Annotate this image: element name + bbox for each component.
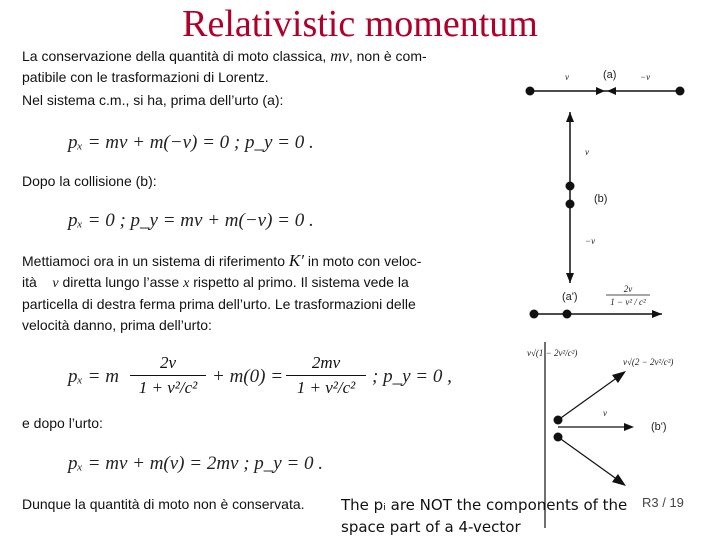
equation-after-collision: pₓ = 0 ; p_y = mv + m(−v) = 0 .: [68, 210, 314, 231]
kprime-text-c: ità: [22, 274, 37, 290]
diagram-b2-sqrt-right: v√(2 − 2v²/c²): [623, 357, 674, 367]
kprime-text-i: velocità danno, prima dell’urto:: [22, 317, 212, 333]
diagram-a-particle-right: [676, 87, 685, 96]
eq3-denominator-2: 1 + v²/c²: [296, 378, 356, 397]
arrow-icon: [607, 87, 616, 95]
paragraph-conclusion: Dunque la quantità di moto non è conservata.: [22, 496, 305, 512]
diagram-b-v-label: v: [585, 147, 589, 157]
arrow-icon: [652, 310, 662, 318]
diagram-a2-particle-rest: [563, 310, 572, 319]
kprime-text-a: Mettiamoci ora in un sistema di riferimento: [22, 253, 285, 269]
diagram-b-minus-v-label: −v: [585, 236, 596, 246]
eq3-numerator-2: 2mv: [311, 353, 341, 372]
arrow-down-icon: [566, 273, 574, 283]
diagram-b2-v-label: v: [603, 408, 607, 418]
kprime-text-b: in moto con veloc-: [307, 253, 422, 269]
diagram-b2-line-down: [558, 437, 618, 480]
diagram-b2-label: (b'): [651, 421, 667, 433]
arrow-up-icon: [566, 112, 574, 122]
paragraph-after: e dopo l’urto:: [22, 415, 103, 431]
intro-text-c: patibile con le trasformazioni di Lorentz.: [22, 69, 269, 85]
diagram-b2-sqrt-left: v√(1 − 2v²/c²): [527, 348, 578, 358]
eq3-mid: + m(0) =: [212, 366, 284, 387]
paragraph-cm: Nel sistema c.m., si ha, prima dell’urto (a):: [22, 92, 284, 108]
equation-after-kprime: pₓ = mv + m(v) = 2mv ; p_y = 0 .: [68, 453, 324, 474]
intro-text: La conservazione della quantità di moto classica,: [22, 48, 327, 64]
diagram-a-minus-v-label: −v: [640, 72, 651, 82]
eq3-numerator-1: 2v: [159, 353, 177, 372]
arrow-icon: [596, 87, 605, 95]
intro-text-b: , non è com-: [348, 48, 427, 64]
page-number: R3 / 19: [642, 495, 684, 510]
velocity-symbol: v: [52, 276, 59, 291]
kprime-text-g: rispetto al primo. Il sistema vede la: [193, 274, 409, 290]
paragraph-after-collision: Dopo la collisione (b):: [22, 173, 157, 189]
equation-before-collision: pₓ = mv + m(−v) = 0 ; p_y = 0 .: [68, 132, 314, 153]
arrow-icon: [612, 474, 626, 486]
eq3-denominator-1: 1 + v²/c²: [138, 378, 198, 397]
kprime-text-h: particella di destra ferma prima dell’urto. Le trasformazioni delle: [22, 296, 416, 312]
diagram-a-label: (a): [603, 69, 617, 81]
eq3-left: pₓ = m: [68, 366, 119, 387]
diagram-a2-label: (a'): [562, 291, 578, 303]
kprime-symbol: K′: [288, 251, 304, 270]
diagram-a2-particle-moving: [530, 310, 539, 319]
momentum-symbol: mv: [330, 48, 349, 65]
diagram-a2-frac-den: 1 − v² / c²: [610, 297, 646, 307]
diagram-b-particle-top: [566, 182, 575, 191]
diagram-b-label: (b): [594, 193, 608, 205]
slide-title: Relativistic momentum: [182, 3, 538, 45]
annotation-note: The pᵢ are NOT the components of the space part of a 4-vector: [341, 496, 628, 536]
diagram-a2-frac-num: 2v: [623, 284, 633, 294]
kprime-text-e: diretta lungo l’asse: [62, 274, 180, 290]
diagram-a-v-label: v: [565, 72, 569, 82]
diagram-b2-line-up: [558, 377, 618, 420]
diagram-a-particle-left: [526, 87, 535, 96]
eq3-right: ; p_y = 0 ,: [372, 366, 452, 387]
arrow-icon: [624, 423, 634, 431]
arrow-icon: [612, 371, 626, 383]
diagram-b-particle-bottom: [566, 200, 575, 209]
axis-symbol: x: [183, 276, 190, 291]
